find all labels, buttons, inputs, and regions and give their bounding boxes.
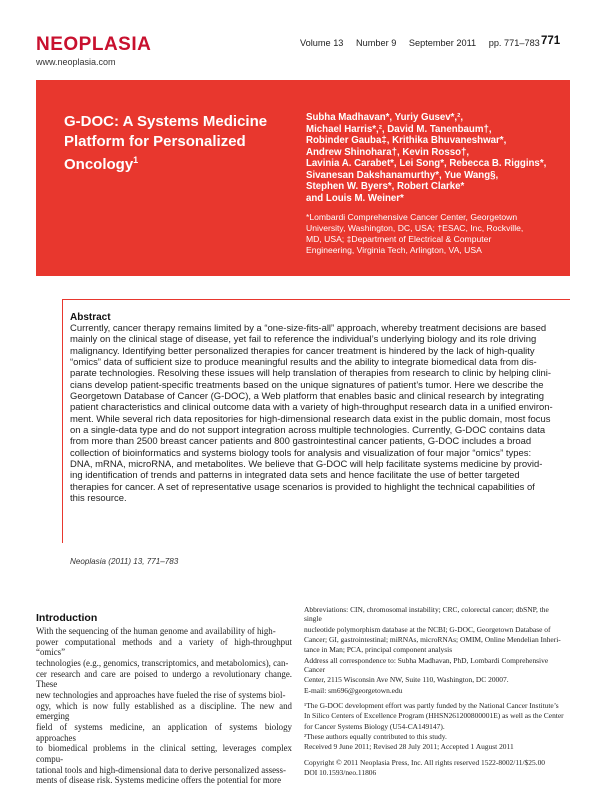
abstract-line: from more than 2500 breast cancer patients and 800 gastrointestinal cancer patients, G-DOC includes a broad <box>70 436 532 448</box>
abstract-heading: Abstract <box>70 312 111 323</box>
volume: Volume 13 <box>300 38 344 48</box>
funding-line: ¹The G-DOC development effort was partly funded by the National Cancer Institute’s <box>304 701 559 711</box>
page-range: pp. 771–783 <box>488 38 540 48</box>
intro-line: ments of disease risk. Systems medicine offers the potential for more <box>36 775 282 786</box>
introduction-body <box>36 626 292 786</box>
journal-website[interactable]: www.neoplasia.com <box>36 57 116 67</box>
abbreviations-line: Cancer; GI, gastrointestinal; miRNAs, microRNAs; OMIM, Online Mendelian Inheri- <box>304 635 561 645</box>
copyright-line: Copyright © 2011 Neoplasia Press, Inc. All rights reserved 1522-8002/11/$25.00 <box>304 757 546 767</box>
author-list <box>306 112 568 204</box>
title-footnote-mark: 1 <box>133 155 139 165</box>
abstract-line: DNA, mRNA, microRNA, and metabolites. We believe that G-DOC will help facilitate systems medicine by provid- <box>70 459 543 471</box>
issue-meta <box>300 38 550 48</box>
intro-line: new technologies and approaches have fueled the rise of systems biol- <box>36 689 286 700</box>
affiliation-line: Engineering, Virginia Tech, Arlington, VA, USA <box>306 245 482 255</box>
article-title-text: G-DOC: A Systems Medicine Platform for Personalized Oncology <box>64 113 268 173</box>
footnotes-column <box>304 605 566 779</box>
intro-line: ogy, which is now fully established as a discipline. The new and emerging <box>36 700 292 722</box>
funding-line: for Cancer Systems Biology (U54-CA149147). <box>304 721 445 731</box>
abstract-line: therapies for cancer. A set of representative usage scenarios is provided to highlight the technical capabilities of <box>70 481 535 493</box>
affiliations <box>306 212 568 256</box>
journal-logo: NEOPLASIA <box>36 34 152 55</box>
abstract-line: Georgetown Database of Cancer (G-DOC), a Web platform that enables basic and clinical research by integrating <box>70 391 545 403</box>
abstract-line: “omics” data of sufficient size to produce meaningful results and the ability to integrate biomedical data from dis- <box>70 357 537 369</box>
abstract-line: collection of bioinformatics and systems biology tools for analysis and visualization of four major “omics” types: <box>70 447 532 459</box>
intro-line: technologies (e.g., genomics, transcriptomics, and metabolomics), can- <box>36 657 289 668</box>
author-line: Robinder Gauba‡, Krithika Bhuvaneshwar*, <box>306 135 507 146</box>
abstract-left-rule <box>62 299 63 543</box>
article-title <box>64 112 274 175</box>
intro-line: cer research and care are poised to undergo a revolutionary change. These <box>36 668 292 690</box>
abstract-line: on a single-data type and do not support integration across multiple technologies. Currently, G-DOC contains data <box>70 425 546 437</box>
correspondence-line: Center, 2115 Wisconsin Ave NW, Suite 110, Washington, DC 20007. <box>304 675 509 685</box>
intro-line: With the sequencing of the human genome and availability of high- <box>36 626 276 636</box>
equal-contribution-note: ²These authors equally contributed to this study. <box>304 732 447 742</box>
doi-line[interactable]: DOI 10.1593/neo.11806 <box>304 768 377 778</box>
author-line: Subha Madhavan*, Yuriy Gusev*,², <box>306 112 464 123</box>
author-line: Andrew Shinohara†, Kevin Rosso†, <box>306 146 470 158</box>
received-dates: Received 9 June 2011; Revised 28 July 2011; Accepted 1 August 2011 <box>304 742 514 752</box>
author-line: Lavinia A. Carabet*, Lei Song*, Rebecca B. Riggins*, <box>306 158 547 169</box>
affiliation-line: *Lombardi Comprehensive Cancer Center, Georgetown <box>306 212 518 222</box>
abstract-line: Currently, cancer therapy remains limited by a “one-size-fits-all” approach, whereby treatment decisions are based <box>70 323 547 334</box>
page-number: 771 <box>541 35 561 47</box>
abstract-top-rule <box>62 299 570 300</box>
issue-date: September 2011 <box>408 38 477 48</box>
affiliation-line: MD, USA; ‡Department of Electrical & Computer <box>306 234 492 244</box>
intro-line: power computational methods and a variety of high-throughput “omics” <box>36 636 292 658</box>
intro-line: to biomedical problems in the clinical setting, leverages complex compu- <box>36 743 292 764</box>
abbreviations-line: tance in Man; PCA, principal component analysis <box>304 645 453 655</box>
correspondence-email[interactable]: E-mail: sm696@georgetown.edu <box>304 685 403 695</box>
abstract-line: patient characteristics and clinical outcome data with a variety of high-throughput research data in a unified environ- <box>70 402 553 414</box>
citation: Neoplasia (2011) 13, 771–783 <box>70 557 179 566</box>
abstract-line: malignancy. Identifying better personalized therapies for cancer treatment is hindered by the lack of high-quality <box>70 345 535 357</box>
abstract-body <box>70 323 566 505</box>
affiliation-line: University, Washington, DC, USA; †ESAC, Inc, Rockville, <box>306 223 524 233</box>
intro-line: field of systems medicine, an application of systems biology approaches <box>36 721 292 743</box>
issue-number: Number 9 <box>355 38 397 48</box>
abbreviations-line: Abbreviations: CIN, chromosomal instability; CRC, colorectal cancer; dbSNP, the single <box>304 605 549 624</box>
introduction-heading: Introduction <box>36 612 98 624</box>
funding-line: In Silico Centers of Excellence Program (HHSN261200800001E) as well as the Center <box>304 711 564 721</box>
abstract-line: parate technologies. Resolving these issues will help translation of therapies from research to clinic by helping clini- <box>70 368 552 380</box>
correspondence-line: Address all correspondence to: Subha Madhavan, PhD, Lombardi Comprehensive Cancer <box>304 655 549 675</box>
abstract-line: cians develop patient-specific treatments based on the unique signatures of patient’s tumor. Here we describe the <box>70 379 544 391</box>
author-line: Michael Harris*,², David M. Tanenbaum†, <box>306 123 492 135</box>
abstract-line: ment. While several rich data repositories for high-dimensional research data exist in the public domain, most focus <box>70 413 551 425</box>
abstract-line: mainly on the clinical stage of disease, yet fail to reference the individual’s underlying biology and its role driving <box>70 334 537 346</box>
author-line: and Louis M. Weiner* <box>306 192 404 204</box>
abbreviations-line: nucleotide polymorphism database at the NCBI; G-DOC, Georgetown Database of <box>304 624 551 634</box>
author-line: Sivanesan Dakshanamurthy*, Yue Wang§, <box>306 169 499 181</box>
abstract-line: ing identification of trends and patterns in integrated data sets and hence facilitate the use of better targeted <box>70 470 520 482</box>
abstract-line: this resource. <box>70 493 127 505</box>
author-line: Stephen W. Byers*, Robert Clarke* <box>306 181 465 192</box>
intro-line: tational tools and high-dimensional data to derive personalized assess- <box>36 764 286 775</box>
